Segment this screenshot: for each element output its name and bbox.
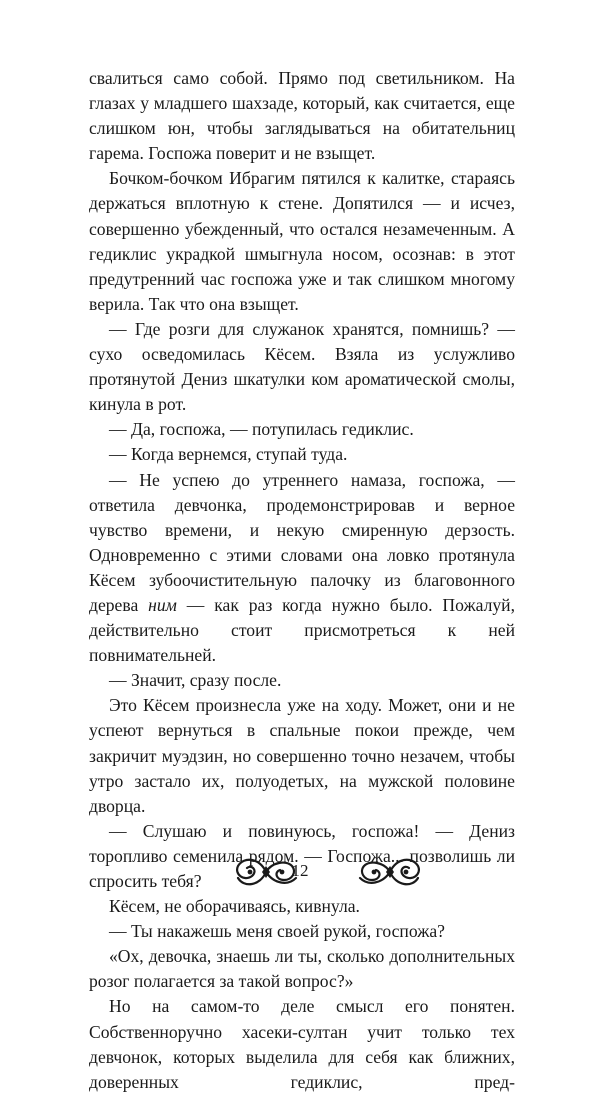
paragraph-text: — Не успею до утреннего намаза, госпожа, — ответила девчонка, продемонстрировав и верное чувство времени, и некую смиренную дерзость. Одновременно с этими словами она ловко протянула Кёсем зубоочистительную палочку из благовонного дерева	[89, 469, 515, 615]
body-text	[89, 66, 515, 1095]
floral-ornament-icon	[354, 852, 426, 892]
paragraph: — Слушаю и повинуюсь, госпожа! — Дениз торопливо семенила рядом. — Госпожа... позволишь ли спросить тебя?	[89, 820, 515, 891]
paragraph: — Когда вернемся, ступай туда.	[109, 444, 348, 465]
paragraph: «Ох, девочка, знаешь ли ты, сколько дополнительных розог полагается за такой вопрос?»	[89, 946, 515, 992]
paragraph: Бочком-бочком Ибрагим пятился к калитке, стараясь держаться вплотную к стене. Допятился — и исчез, совершенно убежденный, что остался незамеченным. А гедиклис украдкой шмыгнула носом, осознав: в этот предутренний час госпожа уже и так слишком многому верила. Так что она взыщет.	[89, 168, 515, 314]
paragraph-text: — как раз когда нужно было. Пожалуй, действительно стоит присмотреться к ней повнимательней.	[89, 594, 515, 666]
paragraph: — Значит, сразу после.	[109, 670, 282, 691]
italic-term: ним	[148, 594, 177, 615]
page-footer	[0, 852, 600, 892]
paragraph: свалиться само собой. Прямо под светильником. На глазах у младшего шахзаде, который, как считается, еще слишком юн, чтобы заглядываться на обитательниц гарема. Госпожа поверит и не взыщет.	[89, 68, 515, 164]
paragraph: Но на самом-то деле смысл его понятен. Собственноручно хасеки-султан учит только тех девчонок, которых выделила для себя как ближних, доверенных гедиклис, пред-	[89, 996, 515, 1092]
paragraph	[89, 468, 515, 669]
page-number: 12	[291, 861, 309, 880]
paragraph: — Ты накажешь меня своей рукой, госпожа?	[109, 921, 445, 942]
paragraph: Это Кёсем произнесла уже на ходу. Может, они и не успеют вернуться в спальные покои прежде, чем закричит муэдзин, но совершенно точно незачем, чтобы утро застало их, полуодетых, на мужской половине дворца.	[89, 695, 515, 816]
paragraph: Кёсем, не оборачиваясь, кивнула.	[109, 896, 360, 917]
paragraph: — Да, госпожа, — потупилась гедиклис.	[109, 419, 414, 440]
paragraph: — Где розги для служанок хранятся, помнишь? — сухо осведомилась Кёсем. Взяла из услужливо протянутой Дениз шкатулки ком ароматической смолы, кинула в рот.	[89, 318, 515, 415]
